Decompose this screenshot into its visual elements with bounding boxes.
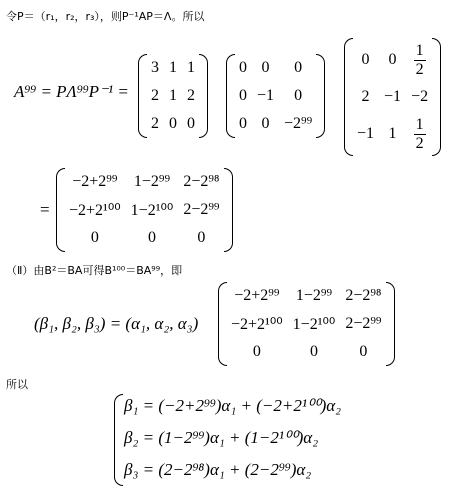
pi-33: $\frac{1}{2}$: [415, 115, 424, 152]
p-21: 2: [151, 87, 159, 104]
r-11: −2+2⁹⁹: [72, 173, 118, 190]
l-31: 0: [239, 115, 247, 132]
r2-32: 0: [310, 343, 318, 360]
r2-33: 0: [359, 343, 368, 360]
pi-21: 2: [361, 88, 370, 105]
p-23: 2: [187, 87, 195, 104]
p-11: 3: [151, 59, 159, 76]
system-line-1: β₁ = (−2+2⁹⁹)α₁ + (−2+2¹⁰⁰)α₂: [124, 396, 342, 415]
system-brace: [114, 394, 123, 486]
r-31: 0: [90, 229, 99, 246]
p-31: 2: [151, 115, 159, 132]
therefore-text: 所以: [6, 378, 28, 391]
p-12: 1: [169, 59, 177, 76]
r-12: 1−2⁹⁹: [133, 173, 171, 190]
r2-31: 0: [252, 343, 261, 360]
pi-22: −1: [384, 88, 402, 105]
pi-32: 1: [388, 125, 397, 142]
matrix-lambda: [226, 54, 325, 138]
l-22: −1: [257, 87, 275, 104]
p-32: 0: [169, 115, 177, 132]
eq2-lhs: (β₁, β₂, β₃) = (α₁, α₂, α₃): [34, 314, 199, 333]
r2-21: −2+2¹⁰⁰: [231, 316, 283, 333]
r-23: 2−2⁹⁹: [183, 201, 220, 218]
p-22: 1: [169, 87, 177, 104]
pi-23: −2: [411, 88, 429, 105]
pi-12: 0: [388, 51, 397, 68]
l-33: −2⁹⁹: [284, 115, 313, 132]
intro-text: 令P＝（r₁，r₂，r₃），则P⁻¹AP＝Λ。所以: [6, 10, 205, 23]
r2-22: 1−2¹⁰⁰: [292, 316, 336, 333]
r-21: −2+2¹⁰⁰: [69, 202, 121, 219]
part2-text: （Ⅱ）由B²＝BA可得B¹⁰⁰＝BA⁹⁹，即: [6, 264, 183, 277]
l-32: 0: [261, 115, 270, 132]
system-line-2: β₂ = (1−2⁹⁹)α₁ + (1−2¹⁰⁰)α₂: [124, 428, 319, 447]
matrix-result: [56, 168, 233, 252]
matrix-p: [138, 54, 208, 138]
l-23: 0: [294, 87, 303, 104]
system-line-3: β₃ = (2−2⁹⁸)α₁ + (2−2⁹⁹)α₂: [124, 460, 312, 479]
pi-11: 0: [361, 51, 370, 68]
l-12: 0: [261, 59, 270, 76]
pi-31: −1: [357, 125, 375, 142]
l-13: 0: [294, 59, 303, 76]
p-33: 0: [187, 115, 195, 132]
r-22: 1−2¹⁰⁰: [130, 202, 174, 219]
r-13: 2−2⁹⁸: [183, 173, 220, 190]
r2-12: 1−2⁹⁹: [295, 287, 333, 304]
l-21: 0: [239, 87, 247, 104]
eq1-lhs: A⁹⁹ = PΛ⁹⁹P⁻¹ =: [14, 82, 129, 101]
r2-23: 2−2⁹⁹: [345, 315, 382, 332]
p-13: 1: [187, 59, 195, 76]
r2-11: −2+2⁹⁹: [234, 287, 280, 304]
equals-sign: =: [40, 200, 50, 219]
matrix-result-2: [218, 282, 395, 366]
l-11: 0: [239, 59, 247, 76]
pi-13: $\frac{1}{2}$: [415, 41, 424, 78]
matrix-p-inverse: [344, 38, 441, 156]
r-33: 0: [197, 229, 206, 246]
r2-13: 2−2⁹⁸: [345, 287, 382, 304]
r-32: 0: [148, 229, 156, 246]
